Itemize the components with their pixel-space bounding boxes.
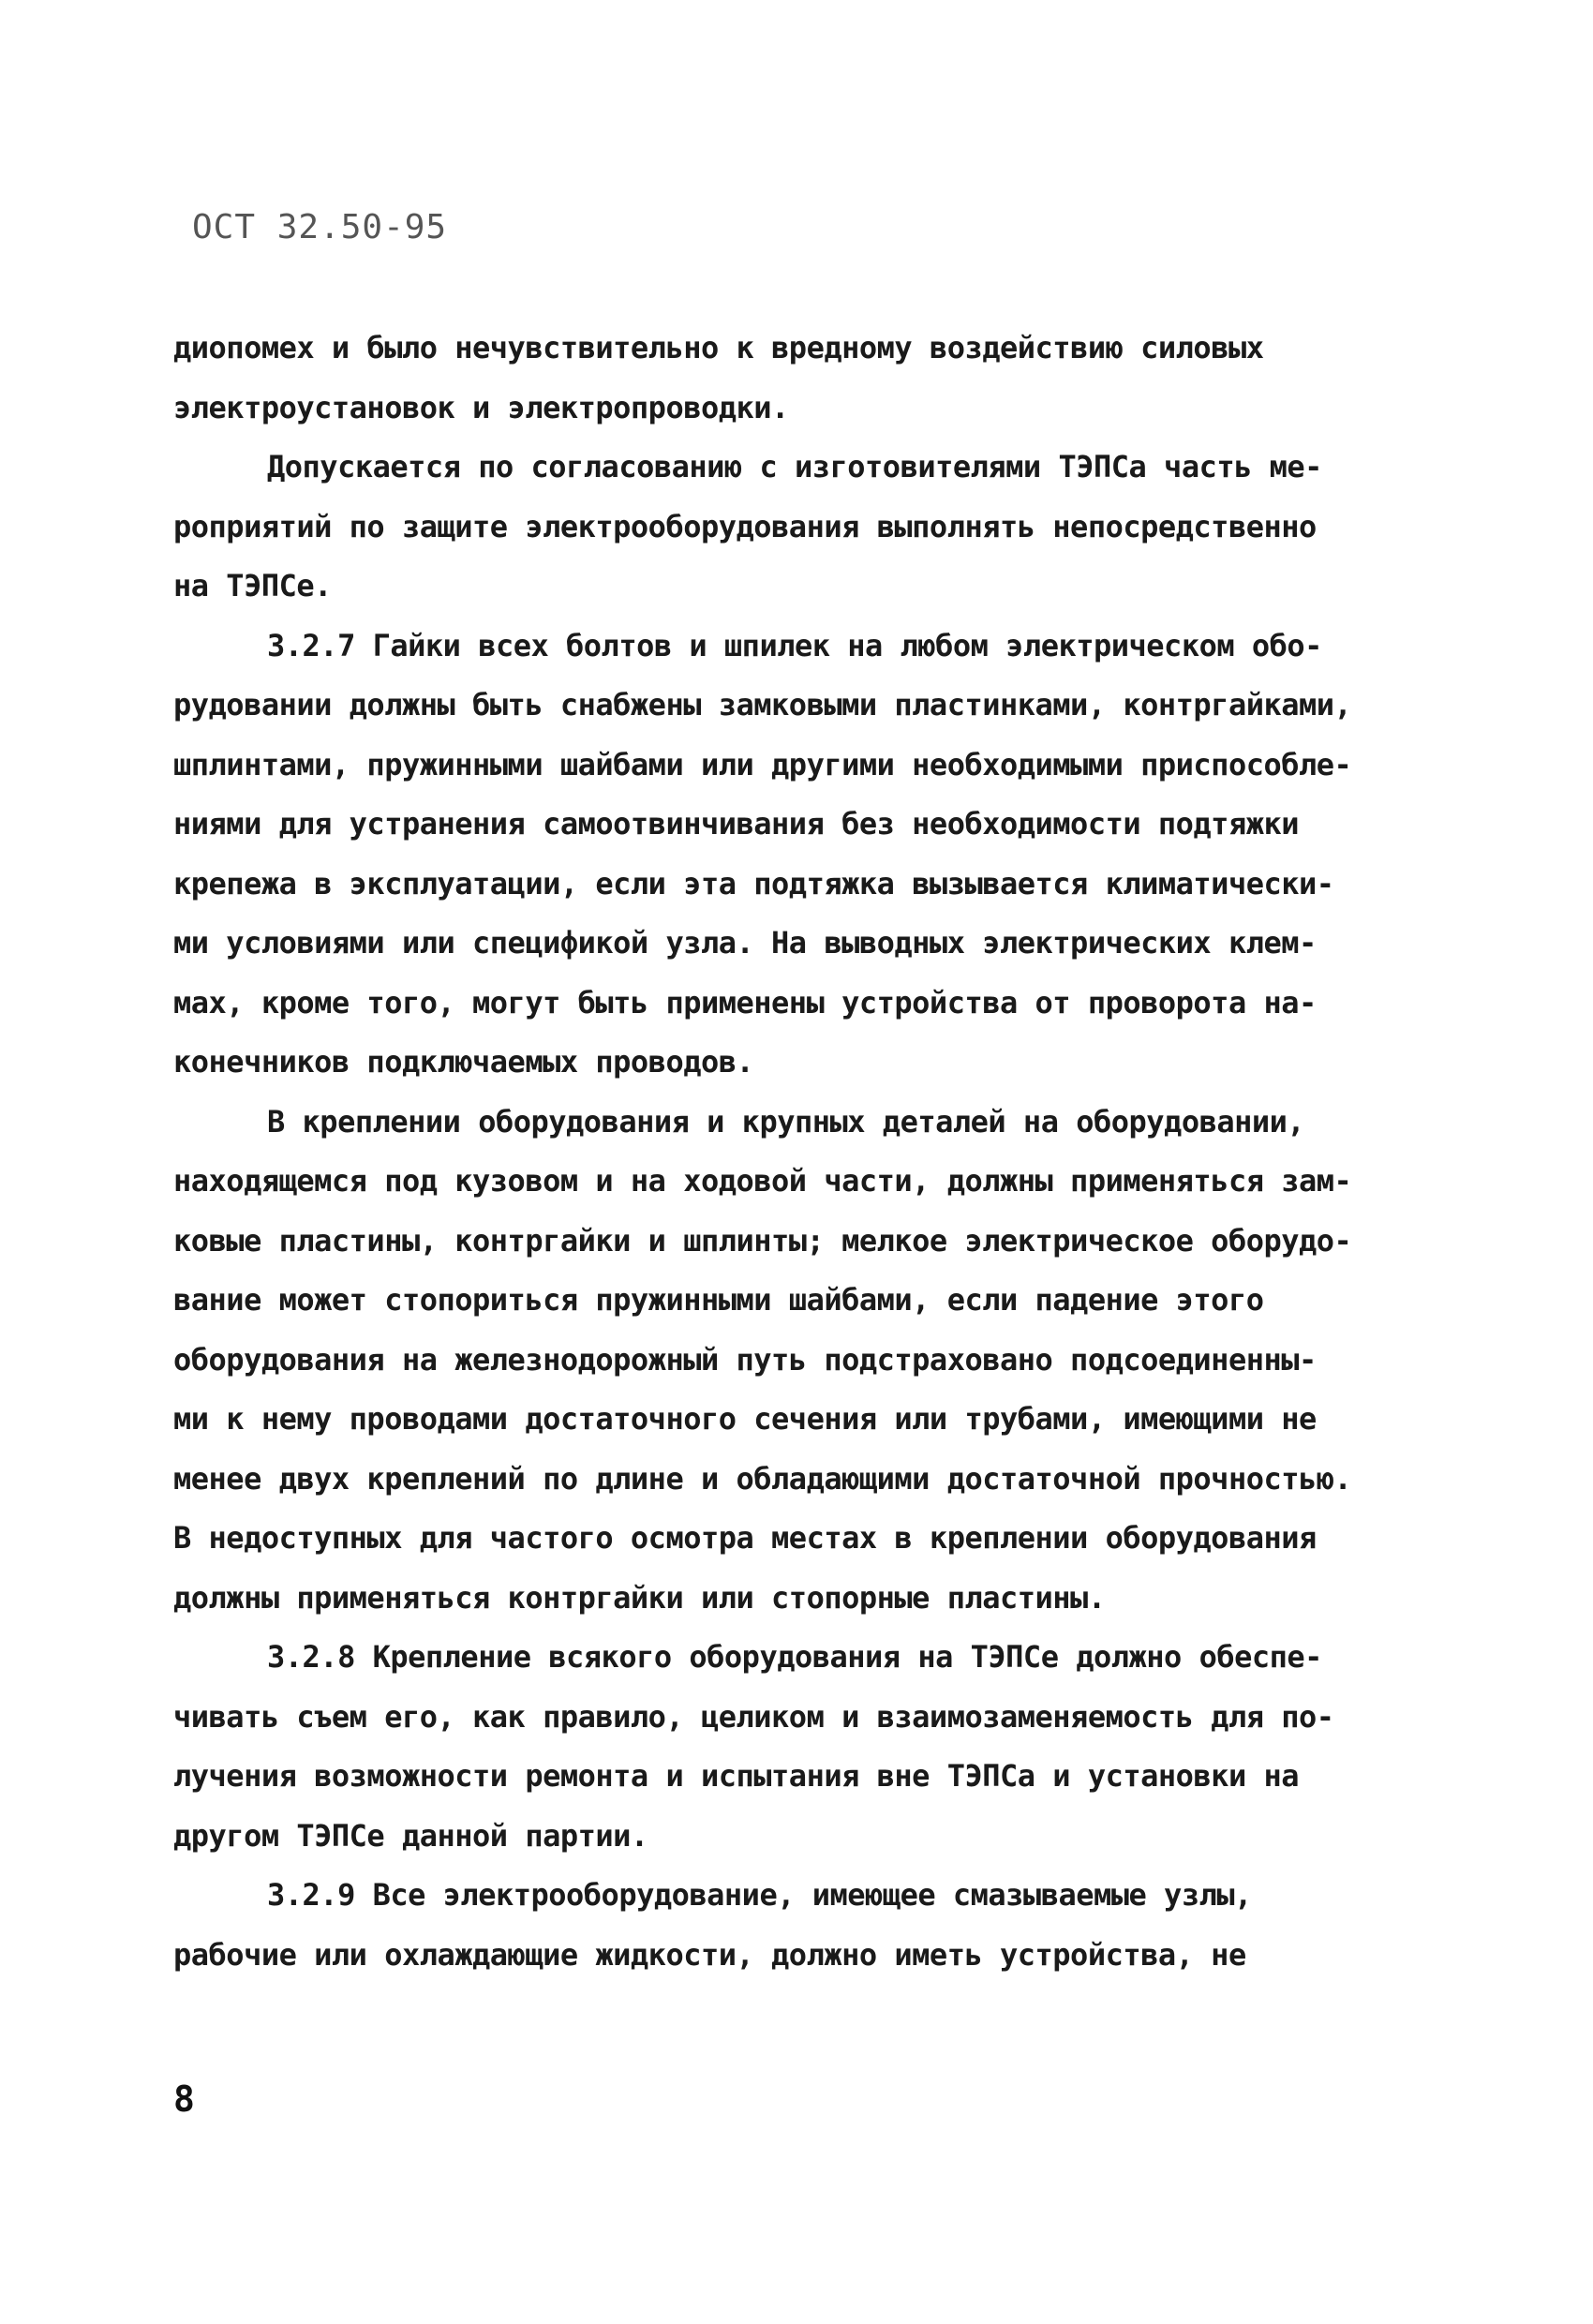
text-line: электроустановок и электропроводки. bbox=[173, 389, 789, 425]
section-3-2-7-start-line: 3.2.7 Гайки всех болтов и шпилек на любом электрическом обо- bbox=[267, 627, 1322, 663]
text-line: конечников подключаемых проводов. bbox=[173, 1044, 754, 1080]
document-code: ОСТ 32.50-95 bbox=[192, 208, 448, 246]
text-line: шплинтами, пружинными шайбами или другими необходимыми приспособле- bbox=[173, 746, 1352, 782]
text-line: другом ТЭПСе данной партии. bbox=[173, 1817, 648, 1854]
text-line: должны применяться контргайки или стопорные пластины. bbox=[173, 1579, 1106, 1616]
section-3-2-8-start-line: 3.2.8 Крепление всякого оборудования на ТЭПСе должно обеспе- bbox=[267, 1639, 1322, 1675]
text-line: вание может стопориться пружинными шайбами, если падение этого bbox=[173, 1282, 1264, 1318]
text-line: рудовании должны быть снабжены замковыми пластинками, контргайками, bbox=[173, 687, 1352, 723]
paragraph-start-line: В креплении оборудования и крупных деталей на оборудовании, bbox=[267, 1103, 1305, 1140]
text-line: В недоступных для частого осмотра местах в креплении оборудования bbox=[173, 1520, 1317, 1556]
text-line: крепежа в эксплуатации, если эта подтяжка вызывается климатически- bbox=[173, 865, 1334, 901]
text-line: рабочие или охлаждающие жидкости, должно иметь устройства, не bbox=[173, 1936, 1246, 1973]
text-line: лучения возможности ремонта и испытания вне ТЭПСа и установки на bbox=[173, 1758, 1299, 1794]
body-text bbox=[173, 319, 1420, 1985]
text-line: чивать съем его, как правило, целиком и взаимозаменяемость для по- bbox=[173, 1698, 1334, 1735]
text-line: оборудования на железнодорожный путь подстраховано подсоединенны- bbox=[173, 1341, 1317, 1378]
text-line: находящемся под кузовом и на ходовой части, должны применяться зам- bbox=[173, 1163, 1352, 1199]
text-line: менее двух креплений по длине и обладающими достаточной прочностью. bbox=[173, 1460, 1352, 1497]
text-line: ми к нему проводами достаточного сечения или трубами, имеющими не bbox=[173, 1401, 1317, 1437]
text-line: роприятий по защите электрооборудования выполнять непосредственно bbox=[173, 508, 1317, 544]
page-number: 8 bbox=[173, 2078, 195, 2120]
text-line: ми условиями или спецификой узла. На выводных электрических клем- bbox=[173, 925, 1317, 961]
text-line: на ТЭПСе. bbox=[173, 568, 332, 603]
text-line: ковые пластины, контргайки и шплинты; мелкое электрическое оборудо- bbox=[173, 1222, 1352, 1259]
text-line: мах, кроме того, могут быть применены устройства от проворота на- bbox=[173, 984, 1317, 1020]
section-3-2-9-start-line: 3.2.9 Все электрооборудование, имеющее смазываемые узлы, bbox=[267, 1877, 1252, 1913]
text-line: ниями для устранения самоотвинчивания без необходимости подтяжки bbox=[173, 806, 1299, 842]
paragraph-start-line: Допускается по согласованию с изготовителями ТЭПСа часть ме- bbox=[267, 449, 1322, 484]
text-line: диопомех и было нечувствительно к вредному воздействию силовых bbox=[173, 330, 1264, 365]
